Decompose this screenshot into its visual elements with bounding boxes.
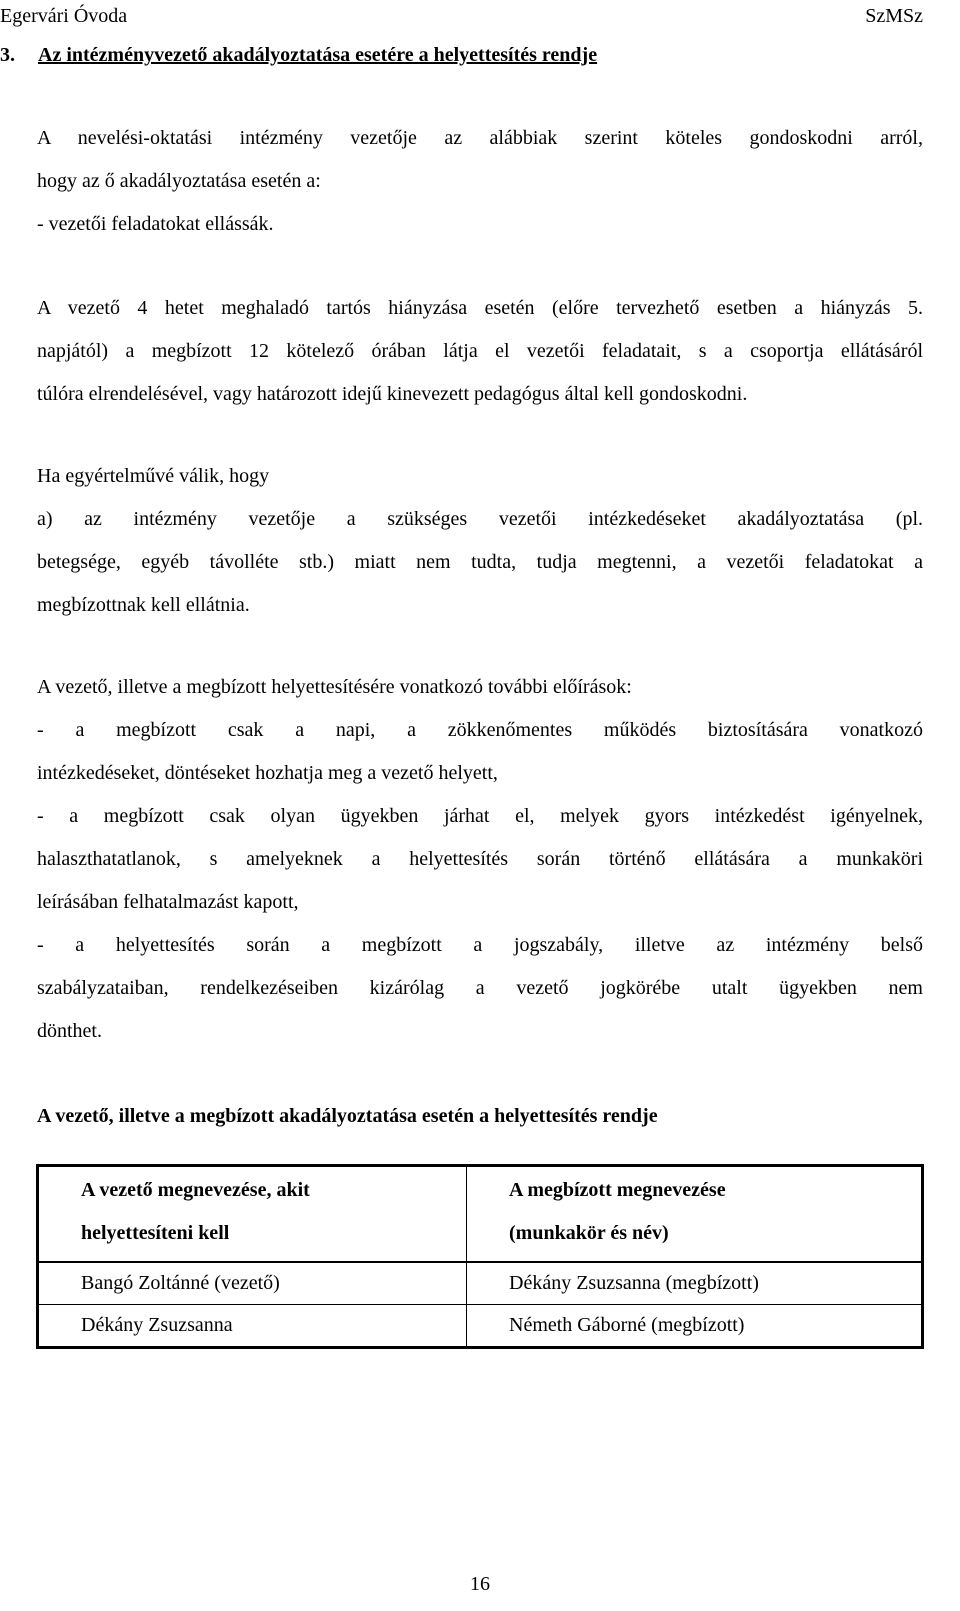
- table-row: [38, 1262, 923, 1305]
- table-row: [38, 1305, 923, 1348]
- text-line: betegsége, egyéb távolléte stb.) miatt nem tudta, tudja megtenni, a vezetői feladatokat a: [37, 551, 923, 573]
- text-line: napjától) a megbízott 12 kötelező órában látja el vezetői feladatait, s a csoportja ellátásáról: [37, 340, 923, 362]
- table-header-cell: [467, 1166, 923, 1263]
- page-number: 16: [470, 1573, 490, 1595]
- text-line: túlóra elrendelésével, vagy határozott idejű kinevezett pedagógus által kell gondoskodni.: [37, 383, 748, 405]
- paragraph-1: [37, 117, 923, 246]
- text-line: - a megbízott csak a napi, a zökkenőmentes működés biztosítására vonatkozó: [37, 719, 923, 741]
- table-cell: Bangó Zoltánné (vezető): [38, 1262, 467, 1305]
- header-line: (munkakör és név): [509, 1222, 669, 1244]
- substitution-heading: A vezető, illetve a megbízott akadályoztatása esetén a helyettesítés rendje: [37, 1105, 658, 1127]
- table-cell: Németh Gáborné (megbízott): [467, 1305, 923, 1348]
- header-doc-code: SzMSz: [865, 5, 923, 27]
- header-institution: Egervári Óvoda: [0, 5, 128, 27]
- text-line: intézkedéseket, döntéseket hozhatja meg a vezető helyett,: [37, 762, 498, 784]
- text-line: leírásában felhatalmazást kapott,: [37, 891, 299, 913]
- text-line: halaszthatatlanok, s amelyeknek a helyettesítés során történő ellátására a munkaköri: [37, 848, 923, 870]
- section-title: [0, 44, 597, 67]
- header-line: A vezető megnevezése, akit: [81, 1179, 310, 1201]
- text-line: A vezető, illetve a megbízott helyettesítésére vonatkozó további előírások:: [37, 676, 632, 698]
- table-cell: Dékány Zsuzsanna: [38, 1305, 467, 1348]
- text-line: megbízottnak kell ellátnia.: [37, 594, 250, 616]
- text-line: - a megbízott csak olyan ügyekben járhat el, melyek gyors intézkedést igényelnek,: [37, 805, 923, 827]
- paragraph-4: [37, 666, 923, 1053]
- text-line: A vezető 4 hetet meghaladó tartós hiányzása esetén (előre tervezhető esetben a hiányzás 5.: [37, 297, 923, 319]
- header-line: helyettesíteni kell: [81, 1222, 230, 1244]
- section-number: 3.: [0, 44, 15, 66]
- header-line: A megbízott megnevezése: [509, 1179, 726, 1201]
- text-line: a) az intézmény vezetője a szükséges vezetői intézkedéseket akadályoztatása (pl.: [37, 508, 923, 530]
- text-line: dönthet.: [37, 1020, 102, 1042]
- text-line: - a helyettesítés során a megbízott a jogszabály, illetve az intézmény belső: [37, 934, 923, 956]
- text-line: A nevelési-oktatási intézmény vezetője az alábbiak szerint köteles gondoskodni arról,: [37, 127, 923, 149]
- table-cell: Dékány Zsuzsanna (megbízott): [467, 1262, 923, 1305]
- section-title-text: Az intézményvezető akadályoztatása esetére a helyettesítés rendje: [38, 44, 598, 66]
- text-line: - vezetői feladatokat ellássák.: [37, 213, 274, 235]
- table-header-row: [38, 1166, 923, 1263]
- paragraph-3: [37, 455, 923, 627]
- substitution-table: [36, 1164, 924, 1349]
- text-line: szabályzataiban, rendelkezéseiben kizárólag a vezető jogkörébe utalt ügyekben nem: [37, 977, 923, 999]
- table-header-cell: [38, 1166, 467, 1263]
- paragraph-2: [37, 287, 923, 416]
- text-line: hogy az ő akadályoztatása esetén a:: [37, 170, 321, 192]
- text-line: Ha egyértelművé válik, hogy: [37, 465, 270, 487]
